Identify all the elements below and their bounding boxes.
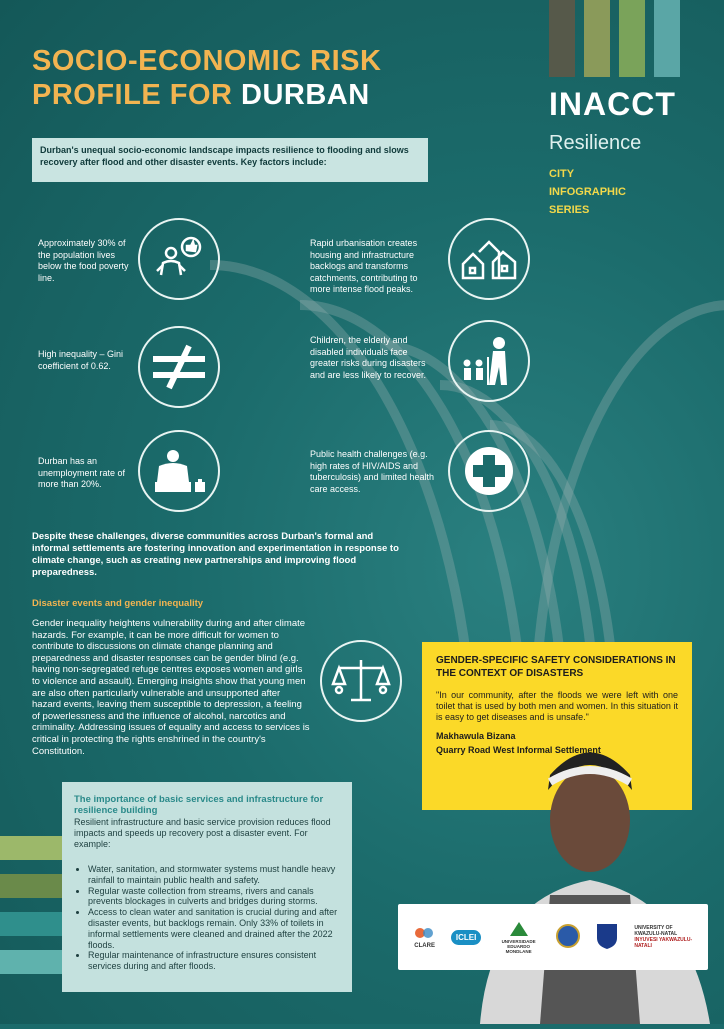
quote-text: "In our community, after the floods we were left with one toilet that is used by both men and women. In this situation it is easy to get diseases and is unsafe." bbox=[436, 690, 678, 722]
series-line: CITY bbox=[549, 168, 575, 180]
series-line: INFOGRAPHIC bbox=[549, 186, 626, 198]
person-thumbs-up-icon bbox=[138, 218, 220, 300]
factor-urbanisation-text: Rapid urbanisation creates housing and infrastructure backlogs and transforms catchments, contributing to more intense flood peaks. bbox=[310, 238, 418, 294]
factor-inequality-text: High inequality – Gini coefficient of 0.62. bbox=[38, 349, 124, 371]
iclei-label: ICLEI bbox=[451, 930, 481, 945]
page-title bbox=[32, 44, 381, 112]
list-item: • Regular waste collection from streams, rivers and canals prevents blockages in culverts and bridges during storms. bbox=[88, 886, 340, 908]
shield-logo bbox=[595, 922, 619, 952]
services-body: Resilient infrastructure and basic service provision reduces flood impacts and speeds up recovery post a disaster event. For example: bbox=[74, 817, 331, 849]
services-heading: The importance of basic services and infrastructure for resilience building bbox=[74, 794, 324, 816]
stripe-decor bbox=[0, 912, 62, 936]
factor-health-text: Public health challenges (e.g. high rates of HIV/AIDS and tuberculosis) and limited health care access. bbox=[310, 449, 435, 494]
services-list bbox=[74, 864, 340, 972]
portrait-photo bbox=[470, 720, 720, 1024]
stripe-decor bbox=[0, 836, 62, 860]
series-line: SERIES bbox=[549, 204, 590, 216]
stripe-decor bbox=[0, 950, 62, 974]
quote-place: Quarry Road West Informal Settlement bbox=[436, 745, 601, 755]
family-elderly-icon bbox=[448, 320, 530, 402]
brand-stripe bbox=[584, 0, 610, 77]
brand-stripe bbox=[549, 0, 575, 77]
unemployed-person-icon bbox=[138, 430, 220, 512]
services-box bbox=[62, 782, 352, 992]
not-equal-icon bbox=[138, 326, 220, 408]
ukzn-zulu-label: INYUVESI YAKWAZULU-NATALI bbox=[634, 937, 693, 949]
intro-box: Durban's unequal socio-economic landscape impacts resilience to flooding and slows recovery after flood and other disaster events. Key factors include: bbox=[32, 138, 428, 182]
quote-name: Makhawula Bizana bbox=[436, 731, 516, 741]
gender-heading: Disaster events and gender inequality bbox=[32, 598, 204, 609]
series-label bbox=[549, 165, 626, 219]
list-item: • Regular maintenance of infrastructure ensures consistent services during and after floods. bbox=[88, 950, 340, 972]
houses-icon bbox=[448, 218, 530, 300]
crest-logo bbox=[556, 922, 580, 952]
clare-logo bbox=[414, 925, 436, 949]
clare-label: CLARE bbox=[414, 943, 435, 949]
iclei-logo bbox=[451, 930, 481, 945]
summary-text: Despite these challenges, diverse communities across Durban's formal and informal settlements are fostering innovation and experimentation in response to climate change, such as creating new partnerships and improving flood preparedness. bbox=[32, 531, 399, 578]
list-item: • Access to clean water and sanitation is crucial during and after disaster events, but backlogs remain. Only 33% of toilets in informal settlements were cleaned and drained after the 2022 floods. bbox=[88, 907, 340, 950]
list-item: • Water, sanitation, and stormwater systems must handle heavy rainfall to maintain public health and safety. bbox=[88, 864, 340, 886]
ukzn-logo bbox=[634, 925, 692, 949]
title-city: DURBAN bbox=[241, 79, 370, 111]
brand-subtitle: Resilience bbox=[549, 132, 642, 154]
brand-name: INACCT bbox=[549, 86, 676, 122]
ukzn-label: UNIVERSITY OF KWAZULU-NATAL bbox=[634, 925, 678, 937]
title-prefix: PROFILE FOR bbox=[32, 79, 241, 111]
factor-unemployment-text: Durban has an unemployment rate of more than 20%. bbox=[38, 456, 126, 489]
gender-scale-icon bbox=[320, 640, 402, 722]
gender-body: Gender inequality heightens vulnerability during and after climate hazards. For example, it can be more difficult for women to contribute to discussions on climate change planning and preparedness and disaster responses can be gender blind (e.g. having non-segregated refuge centres exposes women and girls to violence and assault). Emerging insights show that young men are also often particularly vulnerable and unsupported after hazard events, leaving them susceptible to depression, a feeling of powerlessness and the influence of alcohol, narcotics and criminality. Addressing issues of equality and access to services is critical in protecting the rights enshrined in the country's Constitution. bbox=[32, 618, 310, 757]
factor-vulnerable-text: Children, the elderly and disabled individuals face greater risks during disasters and are less likely to recover. bbox=[310, 335, 427, 380]
title-line-2 bbox=[32, 78, 381, 112]
factor-poverty-text: Approximately 30% of the population lives below the food poverty line. bbox=[38, 238, 129, 283]
brand-stripe bbox=[654, 0, 680, 77]
quote-heading: GENDER-SPECIFIC SAFETY CONSIDERATIONS IN THE CONTEXT OF DISASTERS bbox=[436, 655, 676, 679]
brand-stripe bbox=[619, 0, 645, 77]
stripe-decor bbox=[0, 874, 62, 898]
eduardo-mondlane-label: UNIVERSIDADE EDUARDO MONDLANE bbox=[501, 938, 536, 954]
title-line-1: SOCIO-ECONOMIC RISK bbox=[32, 45, 382, 77]
medical-cross-icon bbox=[448, 430, 530, 512]
eduardo-mondlane-logo bbox=[497, 921, 541, 954]
partner-logos bbox=[398, 904, 708, 970]
